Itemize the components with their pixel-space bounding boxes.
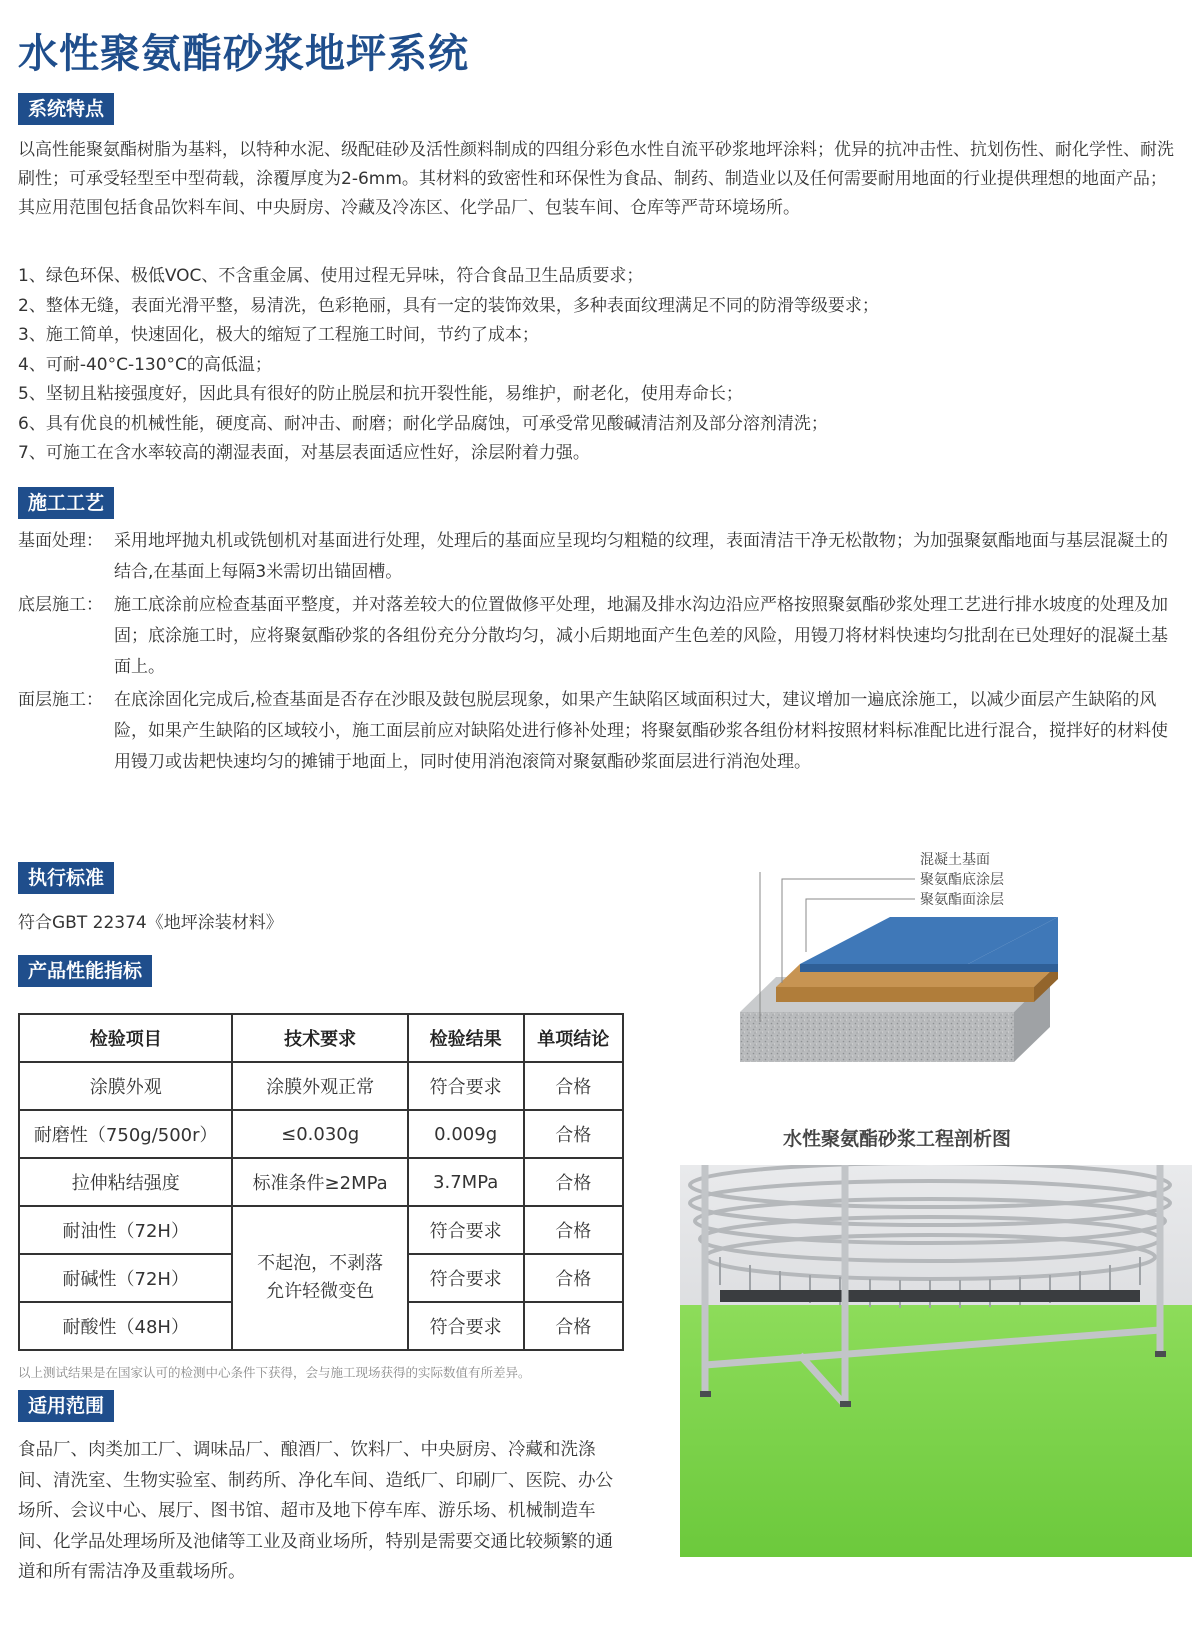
section-heading-scope: 适用范围: [18, 1390, 114, 1422]
section-heading-standard: 执行标准: [18, 862, 114, 894]
process-step-label: 基面处理：: [18, 531, 103, 551]
section-heading-process: 施工工艺: [18, 487, 114, 519]
cell-requirement-merged: [232, 1206, 407, 1350]
features-list: [18, 262, 1183, 469]
cell-conclusion: 合格: [524, 1158, 623, 1206]
column-header: 检验结果: [408, 1014, 524, 1062]
features-intro: 以高性能聚氨酯树脂为基料，以特种水泥、级配硅砂及活性颜料制成的四组分彩色水性自流平砂浆地坪涂料；优异的抗冲击性、抗划伤性、耐化学性、耐洗刷性；可承受轻型至中型荷载，涂覆厚度为2-6mm。其材料的致密性和环保性为食品、制药、制造业以及任何需要耐用地面的行业提供理想的地面产品；其应用范围包括食品饮料车间、中央厨房、冷藏及冷冻区、化学品厂、包装车间、仓库等严苛环境场所。: [18, 140, 1174, 218]
column-header: 单项结论: [524, 1014, 623, 1062]
cell-conclusion: 合格: [524, 1110, 623, 1158]
process-step: [18, 526, 1183, 588]
page-title: 水性聚氨酯砂浆地坪系统: [18, 31, 469, 77]
cell-result: 符合要求: [408, 1062, 524, 1110]
cell-result: 0.009g: [408, 1110, 524, 1158]
cell-conclusion: 合格: [524, 1062, 623, 1110]
factory-floor-photo: [680, 1165, 1192, 1557]
list-item: 5、坚韧且粘接强度好，因此具有很好的防止脱层和抗开裂性能，易维护，耐老化，使用寿命长；: [18, 384, 743, 404]
merged-requirement-line: 允许轻微变色: [266, 1281, 375, 1302]
process-steps: [18, 526, 1183, 780]
cell-result: 符合要求: [408, 1206, 524, 1254]
cross-section-diagram: [740, 852, 1160, 1102]
diagram-caption: 水性聚氨酯砂浆工程剖析图: [783, 1128, 1012, 1150]
merged-requirement-line: 不起泡，不剥落: [257, 1253, 384, 1274]
cell-result: 3.7MPa: [408, 1158, 524, 1206]
performance-table: [18, 1013, 624, 1351]
process-step-text: 在底涂固化完成后,检查基面是否存在沙眼及鼓包脱层现象，如果产生缺陷区域面积过大，建议增加一遍底涂施工，以减少面层产生缺陷的风险，如果产生缺陷的区域较小，施工面层前应对缺陷处进行修补处理；将聚氨酯砂浆各组份材料按照材料标准配比进行混合，搅拌好的材料使用镘刀或齿耙快速均匀的摊铺于地面上，同时使用消泡滚筒对聚氨酯砂浆面层进行消泡处理。: [114, 690, 1168, 772]
cell-conclusion: 合格: [524, 1206, 623, 1254]
column-header: 技术要求: [232, 1014, 407, 1062]
standard-text: 符合GBT 22374《地坪涂装材料》: [18, 913, 283, 933]
diagram-label-primer: 聚氨酯底涂层: [920, 872, 1004, 888]
list-item: 6、具有优良的机械性能，硬度高、耐冲击、耐磨；耐化学品腐蚀，可承受常见酸碱清洁剂及部分溶剂清洗；: [18, 413, 828, 434]
cell-requirement: ≤0.030g: [232, 1110, 407, 1158]
process-step: [18, 685, 1183, 778]
primer-layer-front: [776, 987, 1034, 1002]
concrete-front-face: [740, 1012, 1014, 1062]
cell-item: 拉伸粘结强度: [19, 1158, 232, 1206]
section-heading-features: 系统特点: [18, 93, 114, 125]
diagram-label-concrete: 混凝土基面: [920, 852, 990, 868]
process-step-text: 采用地坪抛丸机或铣刨机对基面进行处理，处理后的基面应呈现均匀粗糙的纹理，表面清洁干净无松散物；为加强聚氨酯地面与基层混凝土的结合,在基面上每隔3米需切出锚固槽。: [114, 531, 1168, 582]
list-item: 7、可施工在含水率较高的潮湿表面，对基层表面适应性好，涂层附着力强。: [18, 443, 590, 463]
cell-item: 耐油性（72H）: [19, 1206, 232, 1254]
table-row: [19, 1110, 623, 1158]
green-floor: [680, 1305, 1192, 1557]
table-row: [19, 1062, 623, 1110]
table-row: [19, 1206, 623, 1254]
list-item: 4、可耐-40°C-130°C的高低温；: [18, 354, 272, 375]
table-footnote: 以上测试结果是在国家认可的检测中心条件下获得，会与施工现场获得的实际数值有所差异。: [18, 1365, 531, 1380]
cell-item: 涂膜外观: [19, 1062, 232, 1110]
column-header: 检验项目: [19, 1014, 232, 1062]
list-item: 1、绿色环保、极低VOC、不含重金属、使用过程无异味，符合食品卫生品质要求；: [18, 266, 644, 286]
cell-conclusion: 合格: [524, 1254, 623, 1302]
cell-result: 符合要求: [408, 1302, 524, 1350]
table-header-row: [19, 1014, 623, 1062]
cell-conclusion: 合格: [524, 1302, 623, 1350]
cell-item: 耐酸性（48H）: [19, 1302, 232, 1350]
topcoat-layer-front: [800, 964, 1058, 972]
process-step-label: 面层施工：: [18, 690, 103, 710]
cell-item: 耐碱性（72H）: [19, 1254, 232, 1302]
scope-text: 食品厂、肉类加工厂、调味品厂、酿酒厂、饮料厂、中央厨房、冷藏和洗涤间、清洗室、生物实验室、制药所、净化车间、造纸厂、印刷厂、医院、办公场所、会议中心、展厅、图书馆、超市及地下停车库、游乐场、机械制造车间、化学品处理场所及池储等工业及商业场所，特别是需要交通比较频繁的通道和所有需洁净及重载场所。: [18, 1440, 613, 1582]
conveyor-base: [720, 1290, 1140, 1302]
process-step-text: 施工底涂前应检查基面平整度，并对落差较大的位置做修平处理，地漏及排水沟边沿应严格按照聚氨酯砂浆处理工艺进行排水坡度的处理及加固；底涂施工时，应将聚氨酯砂浆的各组份充分分散均匀，减小后期地面产生色差的风险，用镘刀将材料快速均匀批刮在已处理好的混凝土基面上。: [114, 595, 1168, 677]
factory-floor-illustration: [680, 1165, 1192, 1557]
diagram-label-topcoat: 聚氨酯面涂层: [920, 892, 1004, 908]
section-heading-performance: 产品性能指标: [18, 955, 152, 987]
process-step-label: 底层施工：: [18, 595, 103, 615]
cell-requirement: 涂膜外观正常: [232, 1062, 407, 1110]
table-row: [19, 1158, 623, 1206]
cell-requirement: 标准条件≥2MPa: [232, 1158, 407, 1206]
list-item: 3、施工简单，快速固化，极大的缩短了工程施工时间，节约了成本；: [18, 325, 539, 345]
cell-result: 符合要求: [408, 1254, 524, 1302]
process-step: [18, 590, 1183, 683]
list-item: 2、整体无缝，表面光滑平整，易清洗，色彩艳丽，具有一定的装饰效果，多种表面纹理满足不同的防滑等级要求；: [18, 295, 879, 316]
cell-item: 耐磨性（750g/500r）: [19, 1110, 232, 1158]
